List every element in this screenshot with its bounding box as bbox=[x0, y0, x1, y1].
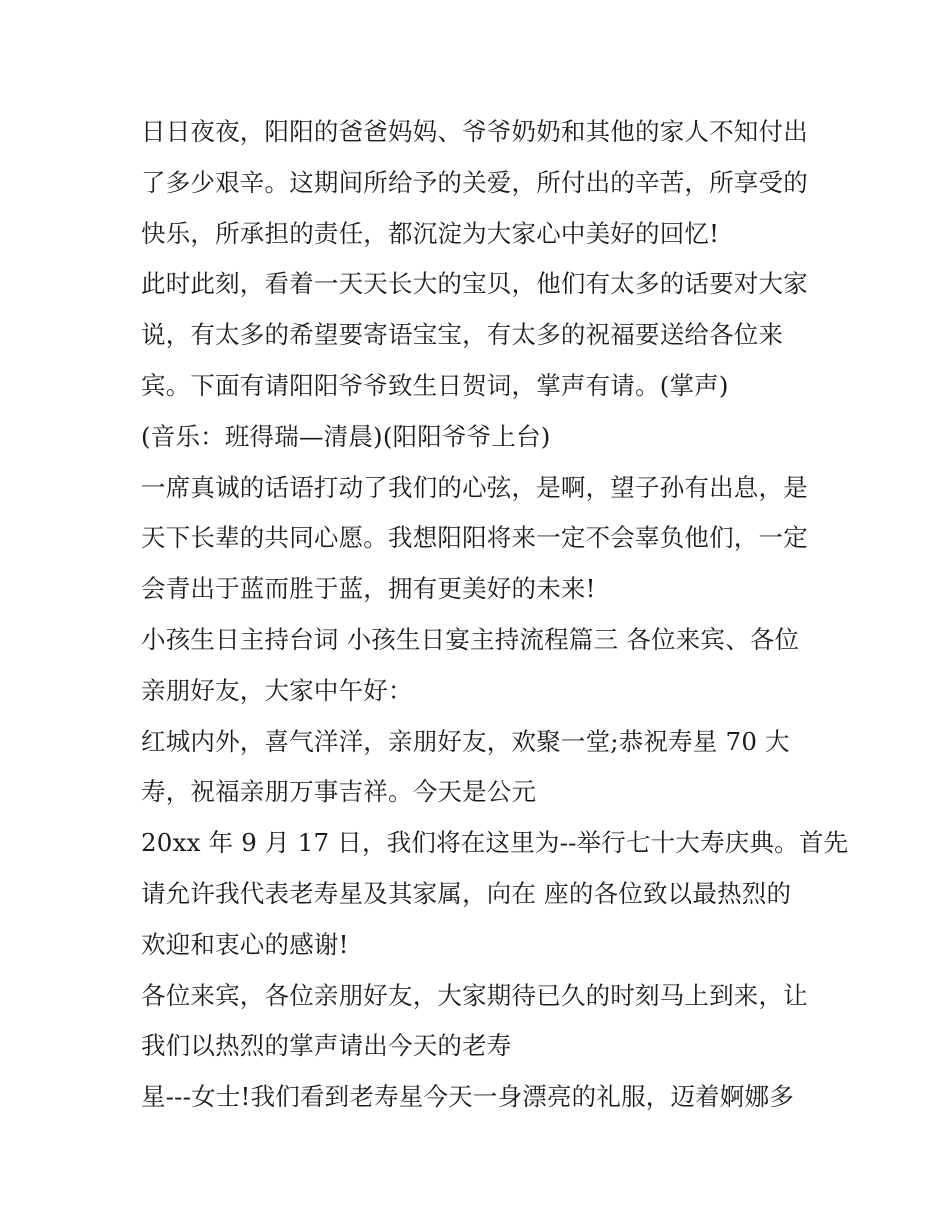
text-line: 亲朋好友，大家中午好： bbox=[141, 675, 413, 705]
text-line: 宾。下面有请阳阳爷爷致生日贺词，掌声有请。(掌声) bbox=[141, 370, 729, 400]
text-line: 会青出于蓝而胜于蓝，拥有更美好的未来! bbox=[141, 574, 596, 604]
text-line: 一席真诚的话语打动了我们的心弦，是啊，望子孙有出息，是 bbox=[141, 472, 808, 502]
text-line: 说，有太多的希望要寄语宝宝，有太多的祝福要送给各位来 bbox=[141, 320, 784, 350]
text-line: 星---女士!我们看到老寿星今天一身漂亮的礼服，迈着婀娜多 bbox=[141, 1082, 794, 1112]
text-line: 天下长辈的共同心愿。我想阳阳将来一定不会辜负他们，一定 bbox=[141, 523, 808, 553]
text-line: 各位来宾，各位亲朋好友，大家期待已久的时刻马上到来，让 bbox=[141, 980, 808, 1010]
text-line: 日日夜夜，阳阳的爸爸妈妈、爷爷奶奶和其他的家人不知付出 bbox=[141, 117, 808, 146]
text-line: 欢迎和衷心的感谢! bbox=[141, 929, 349, 959]
text-line: 请允许我代表老寿星及其家属，向在 座的各位致以最热烈的 bbox=[141, 878, 792, 908]
text-line: 红城内外，喜气洋洋，亲朋好友，欢聚一堂;恭祝寿星 70 大 bbox=[141, 726, 790, 756]
text-line: 20xx 年 9 月 17 日，我们将在这里为--举行七十大寿庆典。首先 bbox=[141, 828, 849, 858]
text-line: 寿，祝福亲朋万事吉祥。今天是公元 bbox=[141, 777, 537, 807]
text-line: (音乐：班得瑞—清晨)(阳阳爷爷上台) bbox=[141, 421, 551, 451]
text-line: 小孩生日主持台词 小孩生日宴主持流程篇三 各位来宾、各位 bbox=[141, 624, 800, 654]
text-line: 此时此刻，看着一天天长大的宝贝，他们有太多的话要对大家 bbox=[141, 269, 808, 299]
text-line: 快乐，所承担的责任，都沉淀为大家心中美好的回忆! bbox=[141, 218, 720, 248]
text-line: 我们以热烈的掌声请出今天的老寿 bbox=[141, 1031, 512, 1061]
text-line: 了多少艰辛。这期间所给予的关爱，所付出的辛苦，所享受的 bbox=[141, 167, 808, 197]
body-text bbox=[141, 107, 849, 1123]
